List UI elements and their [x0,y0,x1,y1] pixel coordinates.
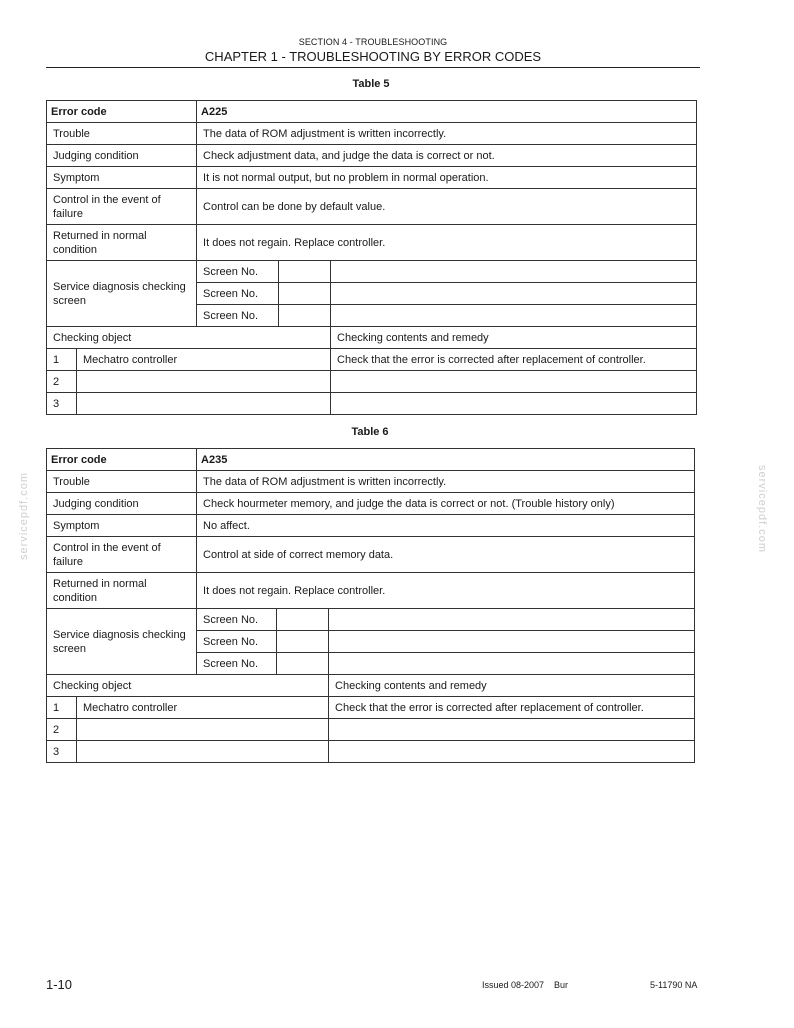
table-row [47,145,697,167]
table-row [47,515,695,537]
screen-name-cell [329,609,695,631]
check-remedy [329,741,695,763]
table-row [47,123,697,145]
row-label: Symptom [47,167,197,189]
row-label: Trouble [47,123,197,145]
table-row [47,225,697,261]
check-remedy [329,719,695,741]
error-code-value: A225 [197,101,697,123]
watermark-left: servicepdf.com [17,472,30,560]
table-row [47,493,695,515]
document-number: 5-11790 NA [650,980,698,990]
table-caption: Table 6 [351,426,389,438]
check-remedy [331,393,697,415]
screen-row [47,609,695,631]
check-remedy: Check that the error is corrected after replacement of controller. [331,349,697,371]
row-value: Control can be done by default value. [197,189,697,225]
screen-label: Screen No. [197,261,279,283]
page-header [46,36,700,65]
row-label: Judging condition [47,493,197,515]
check-object: Mechatro controller [77,697,329,719]
row-value: Check hourmeter memory, and judge the data is correct or not. (Trouble history only) [197,493,695,515]
screen-name-cell [329,653,695,675]
page-number: 1-10 [46,977,73,992]
check-number: 2 [47,371,77,393]
screen-number-cell [279,261,331,283]
row-value: It does not regain. Replace controller. [197,225,697,261]
row-value: Control at side of correct memory data. [197,537,695,573]
check-row [47,697,695,719]
screen-label: Screen No. [197,631,277,653]
row-label: Judging condition [47,145,197,167]
screen-label: Screen No. [197,305,279,327]
check-remedy [331,371,697,393]
table-caption: Table 5 [352,78,390,90]
screen-number-cell [279,283,331,305]
screen-name-cell [331,261,697,283]
check-object [77,741,329,763]
error-code-label: Error code [47,101,197,123]
watermark-right: servicepdf.com [755,465,768,553]
check-row [47,393,697,415]
row-value: It does not regain. Replace controller. [197,573,695,609]
check-row [47,371,697,393]
screen-number-cell [277,609,329,631]
error-code-label: Error code [47,449,197,471]
screen-number-cell [277,653,329,675]
section-label: SECTION 4 - TROUBLESHOOTING [298,37,448,47]
screen-name-cell [331,305,697,327]
table-row [47,537,695,573]
checking-contents-header: Checking contents and remedy [329,675,695,697]
chapter-title: CHAPTER 1 - TROUBLESHOOTING BY ERROR CODES [204,49,542,64]
error-code-row [47,101,697,123]
screen-number-cell [279,305,331,327]
error-code-row [47,449,695,471]
screen-name-cell [331,283,697,305]
check-row [47,741,695,763]
checking-object-header: Checking object [47,675,329,697]
table-row [47,189,697,225]
screen-label: Screen No. [197,283,279,305]
checking-header-row [47,327,697,349]
table-row [47,167,697,189]
error-table [46,100,697,415]
check-number: 2 [47,719,77,741]
checking-contents-header: Checking contents and remedy [331,327,697,349]
screen-number-cell [277,631,329,653]
service-diagnosis-label: Service diagnosis checking screen [47,261,197,327]
check-remedy: Check that the error is corrected after replacement of controller. [329,697,695,719]
check-object [77,371,331,393]
check-object: Mechatro controller [77,349,331,371]
row-label: Returned in normal condition [47,573,197,609]
checking-header-row [47,675,695,697]
table-row [47,471,695,493]
row-value: The data of ROM adjustment is written incorrectly. [197,471,695,493]
table-row [47,573,695,609]
screen-label: Screen No. [197,653,277,675]
issue-date: Issued 08-2007 Bur [482,980,569,990]
row-label: Returned in normal condition [47,225,197,261]
check-number: 3 [47,393,77,415]
check-row [47,349,697,371]
header-divider [46,67,700,68]
screen-row [47,261,697,283]
check-number: 3 [47,741,77,763]
row-label: Control in the event of failure [47,537,197,573]
screen-name-cell [329,631,695,653]
row-value: The data of ROM adjustment is written incorrectly. [197,123,697,145]
check-object [77,719,329,741]
row-value: Check adjustment data, and judge the data is correct or not. [197,145,697,167]
check-row [47,719,695,741]
error-table [46,448,695,763]
service-diagnosis-label: Service diagnosis checking screen [47,609,197,675]
screen-label: Screen No. [197,609,277,631]
check-number: 1 [47,349,77,371]
row-label: Symptom [47,515,197,537]
row-label: Trouble [47,471,197,493]
row-label: Control in the event of failure [47,189,197,225]
row-value: It is not normal output, but no problem in normal operation. [197,167,697,189]
checking-object-header: Checking object [47,327,331,349]
row-value: No affect. [197,515,695,537]
check-number: 1 [47,697,77,719]
error-code-value: A235 [197,449,695,471]
check-object [77,393,331,415]
